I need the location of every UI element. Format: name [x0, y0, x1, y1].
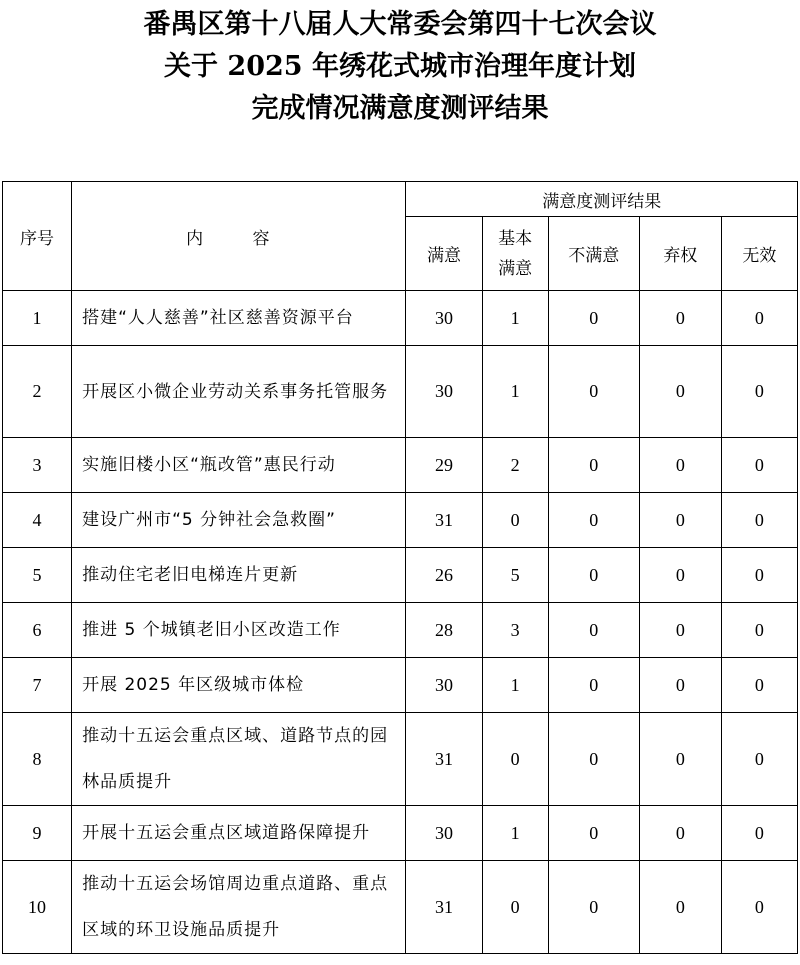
header-basic-satisfied	[482, 217, 548, 291]
row-content: 推进 5 个城镇老旧小区改造工作	[72, 603, 406, 658]
row-unsatisfied: 0	[548, 346, 639, 438]
header-unsatisfied: 不满意	[548, 217, 639, 291]
row-invalid: 0	[721, 291, 797, 346]
header-basic-line-2: 满意	[498, 258, 533, 279]
row-abstain: 0	[639, 861, 721, 954]
row-no: 10	[3, 861, 72, 954]
row-satisfied: 26	[406, 548, 482, 603]
row-abstain: 0	[639, 493, 721, 548]
row-content: 建设广州市“5 分钟社会急救圈”	[72, 493, 406, 548]
header-content: 内 容	[72, 182, 406, 291]
row-unsatisfied: 0	[548, 806, 639, 861]
row-no: 4	[3, 493, 72, 548]
row-invalid: 0	[721, 713, 797, 806]
row-basic: 0	[482, 713, 548, 806]
row-invalid: 0	[721, 861, 797, 954]
row-unsatisfied: 0	[548, 291, 639, 346]
table-row	[3, 806, 798, 861]
row-unsatisfied: 0	[548, 713, 639, 806]
header-no: 序号	[3, 182, 72, 291]
title-line-3: 完成情况满意度测评结果	[251, 93, 549, 124]
row-unsatisfied: 0	[548, 658, 639, 713]
row-satisfied: 30	[406, 806, 482, 861]
row-no: 7	[3, 658, 72, 713]
row-content: 推动十五运会场馆周边重点道路、重点区域的环卫设施品质提升	[72, 861, 406, 954]
header-invalid: 无效	[721, 217, 797, 291]
row-content: 推动十五运会重点区域、道路节点的园林品质提升	[72, 713, 406, 806]
row-content: 开展 2025 年区级城市体检	[72, 658, 406, 713]
header-basic-line-1: 基本	[498, 228, 533, 249]
satisfaction-result-table	[2, 181, 798, 954]
row-satisfied: 29	[406, 438, 482, 493]
table-row	[3, 861, 798, 954]
table-row	[3, 603, 798, 658]
table-row	[3, 548, 798, 603]
row-satisfied: 28	[406, 603, 482, 658]
row-invalid: 0	[721, 806, 797, 861]
title-line-2: 关于 2025 年绣花式城市治理年度计划	[164, 51, 636, 82]
row-basic: 5	[482, 548, 548, 603]
row-abstain: 0	[639, 548, 721, 603]
document-title	[0, 4, 800, 130]
row-basic: 0	[482, 493, 548, 548]
row-abstain: 0	[639, 346, 721, 438]
row-basic: 0	[482, 861, 548, 954]
row-content: 实施旧楼小区“瓶改管”惠民行动	[72, 438, 406, 493]
row-invalid: 0	[721, 346, 797, 438]
row-abstain: 0	[639, 603, 721, 658]
row-no: 2	[3, 346, 72, 438]
table-row	[3, 438, 798, 493]
row-invalid: 0	[721, 493, 797, 548]
row-no: 1	[3, 291, 72, 346]
row-content: 搭建“人人慈善”社区慈善资源平台	[72, 291, 406, 346]
row-unsatisfied: 0	[548, 603, 639, 658]
table-row	[3, 493, 798, 548]
row-satisfied: 30	[406, 346, 482, 438]
row-basic: 3	[482, 603, 548, 658]
row-satisfied: 30	[406, 291, 482, 346]
row-satisfied: 31	[406, 861, 482, 954]
row-abstain: 0	[639, 291, 721, 346]
row-no: 8	[3, 713, 72, 806]
row-basic: 1	[482, 291, 548, 346]
row-unsatisfied: 0	[548, 548, 639, 603]
row-content: 开展十五运会重点区域道路保障提升	[72, 806, 406, 861]
row-no: 3	[3, 438, 72, 493]
header-abstain: 弃权	[639, 217, 721, 291]
row-satisfied: 30	[406, 658, 482, 713]
row-invalid: 0	[721, 603, 797, 658]
row-basic: 2	[482, 438, 548, 493]
table-row	[3, 291, 798, 346]
row-no: 9	[3, 806, 72, 861]
title-line-1: 番禺区第十八届人大常委会第四十七次会议	[143, 9, 657, 40]
row-satisfied: 31	[406, 713, 482, 806]
row-basic: 1	[482, 346, 548, 438]
row-abstain: 0	[639, 658, 721, 713]
row-invalid: 0	[721, 658, 797, 713]
table-row	[3, 713, 798, 806]
row-unsatisfied: 0	[548, 438, 639, 493]
row-no: 5	[3, 548, 72, 603]
table-row	[3, 658, 798, 713]
row-invalid: 0	[721, 438, 797, 493]
row-unsatisfied: 0	[548, 493, 639, 548]
row-abstain: 0	[639, 438, 721, 493]
row-satisfied: 31	[406, 493, 482, 548]
table-row	[3, 346, 798, 438]
row-basic: 1	[482, 806, 548, 861]
row-content: 开展区小微企业劳动关系事务托管服务	[72, 346, 406, 438]
row-content: 推动住宅老旧电梯连片更新	[72, 548, 406, 603]
header-satisfied: 满意	[406, 217, 482, 291]
row-unsatisfied: 0	[548, 861, 639, 954]
row-invalid: 0	[721, 548, 797, 603]
row-abstain: 0	[639, 713, 721, 806]
row-no: 6	[3, 603, 72, 658]
header-result-group: 满意度测评结果	[406, 182, 798, 217]
row-basic: 1	[482, 658, 548, 713]
row-abstain: 0	[639, 806, 721, 861]
